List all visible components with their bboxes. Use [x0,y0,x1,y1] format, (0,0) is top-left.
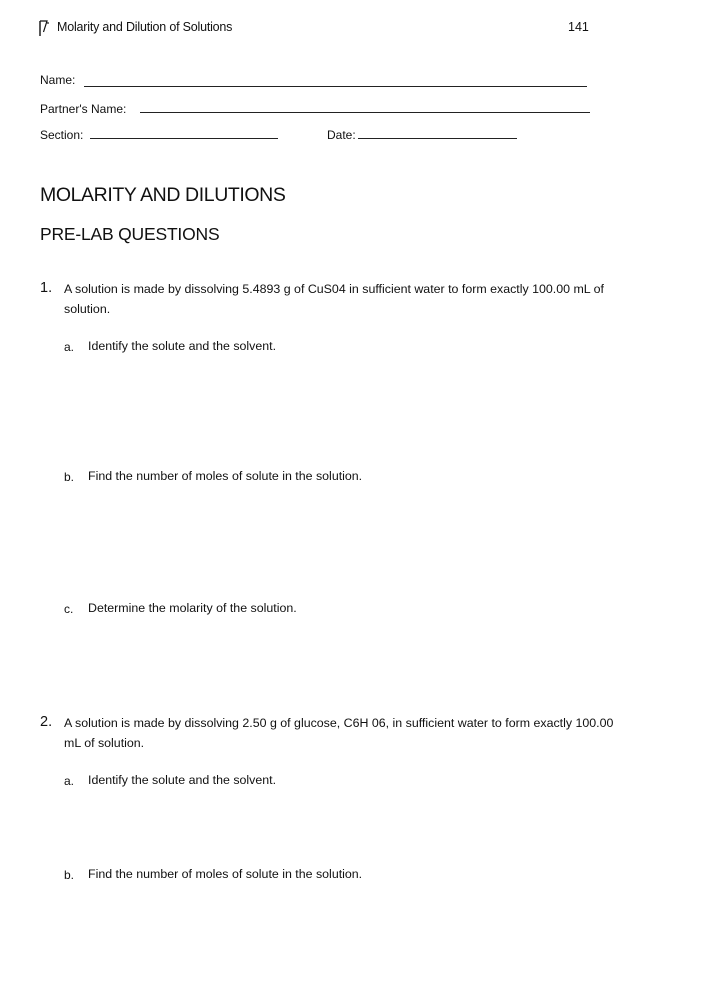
section-line[interactable] [90,138,278,139]
date-label: Date: [327,128,356,142]
question-2a-letter: a. [64,774,75,788]
page-number: 141 [568,20,589,34]
question-1c-text: Determine the molarity of the solution. [88,601,297,615]
question-1b-letter: b. [64,470,75,484]
name-label: Name: [40,73,76,87]
question-1-text: A solution is made by dissolving 5.4893 g of CuS04 in sufficient water to form exactly 100.00 mL of solution. [64,282,604,316]
question-1a-text: Identify the solute and the solvent. [88,339,277,353]
partner-name-label: Partner's Name: [40,102,127,116]
section-label: Section: [40,128,84,142]
partner-name-line[interactable] [140,112,590,113]
question-1-number: 1. [40,280,53,296]
main-title: MOLARITY AND DILUTIONS [40,184,286,206]
header-marker-icon [39,20,49,37]
section-title: PRE-LAB QUESTIONS [40,224,220,244]
question-2-text: A solution is made by dissolving 2.50 g of glucose, C6H 06, in sufficient water to form exactly 100.00 mL of solution. [64,716,614,750]
question-2b-letter: b. [64,868,75,882]
question-1a-letter: a. [64,340,75,354]
question-2b-text: Find the number of moles of solute in the solution. [88,867,363,881]
date-line[interactable] [358,138,517,139]
name-line[interactable] [84,86,587,87]
question-1c-letter: c. [64,602,74,616]
question-2a-text: Identify the solute and the solvent. [88,773,277,787]
question-2-number: 2. [40,714,53,730]
header-title: Molarity and Dilution of Solutions [57,20,233,34]
question-1b-text: Find the number of moles of solute in the solution. [88,469,363,483]
